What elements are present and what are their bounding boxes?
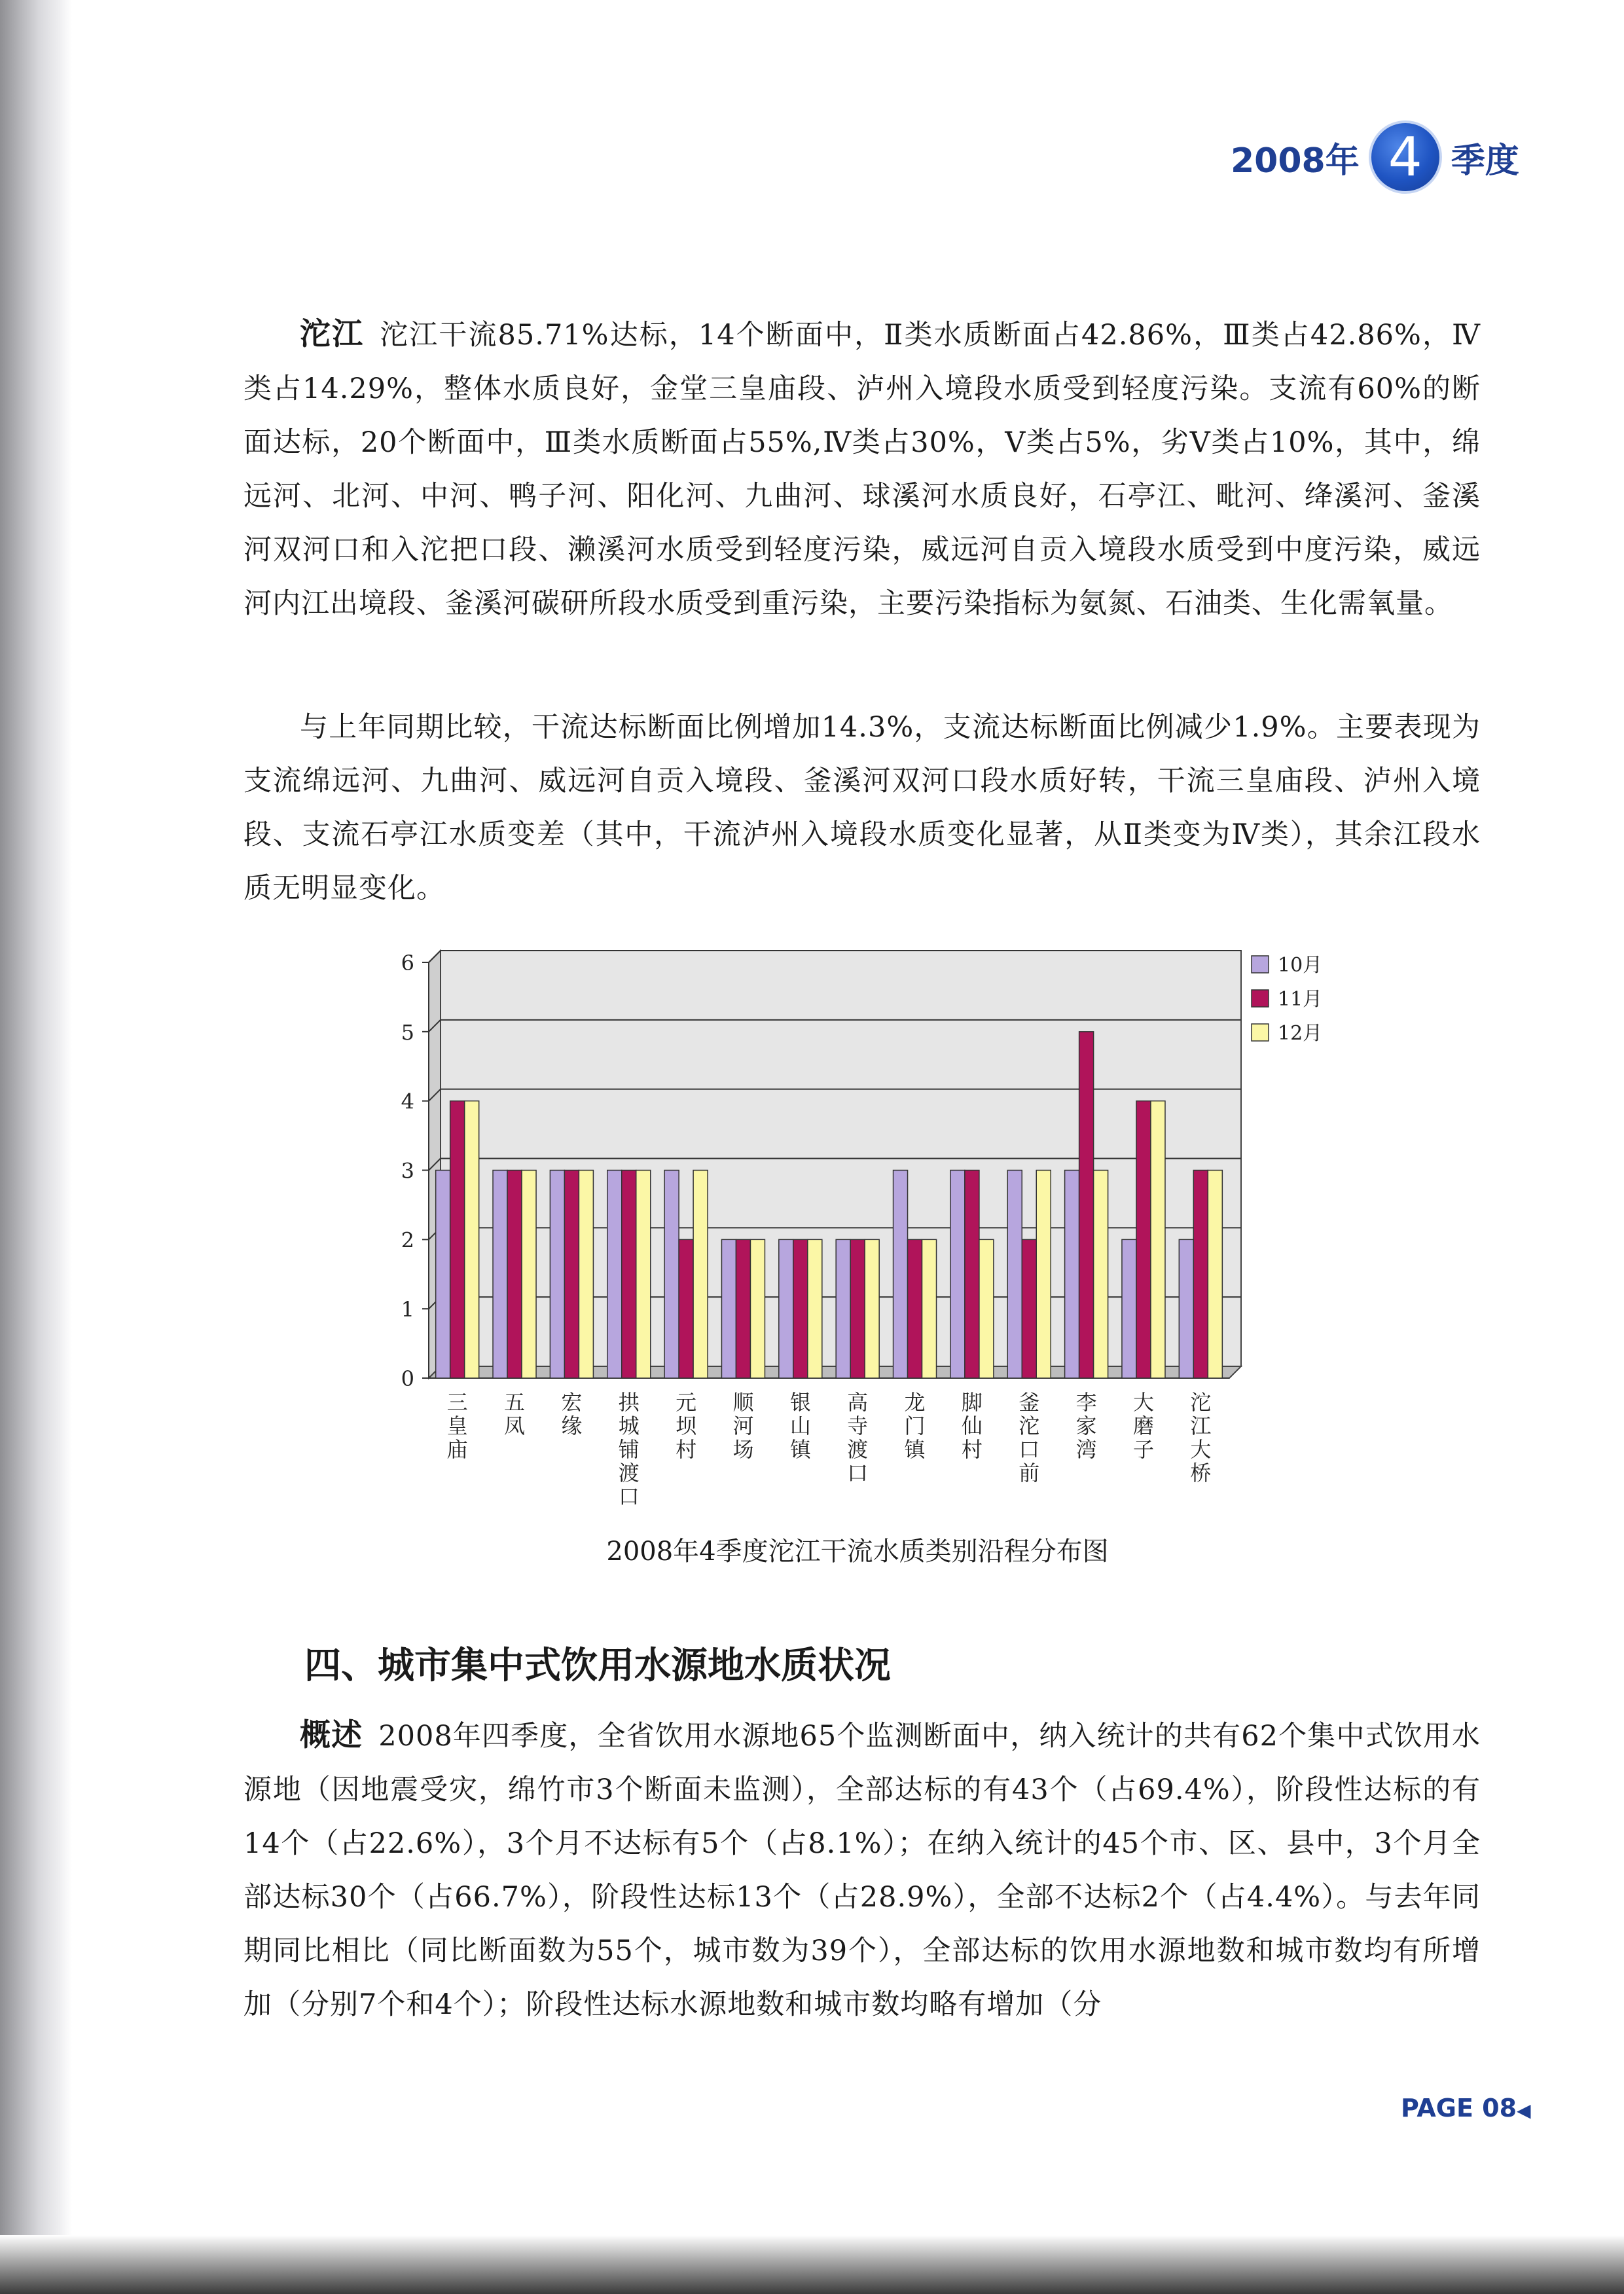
bar-12月-大磨子	[1151, 1101, 1165, 1378]
bar-12月-拱城铺渡口	[636, 1171, 651, 1379]
y-tick-label: 6	[401, 951, 414, 975]
x-tick-label: 五凤	[504, 1390, 526, 1438]
bar-10月-脚仙村	[950, 1171, 965, 1379]
bar-12月-顺河场	[750, 1239, 765, 1378]
y-tick-label: 5	[401, 1019, 414, 1045]
x-tick-label: 釜沱口前	[1019, 1390, 1040, 1485]
bar-11月-五凤	[507, 1171, 522, 1379]
bar-11月-大磨子	[1136, 1101, 1151, 1378]
x-tick-label: 李家湾	[1075, 1390, 1097, 1462]
bar-11月-元坝村	[679, 1239, 693, 1378]
y-tick-label: 1	[401, 1297, 414, 1322]
x-tick-label: 拱城铺渡口	[618, 1390, 640, 1509]
bar-11月-釜沱口前	[1022, 1239, 1036, 1378]
bar-11月-拱城铺渡口	[622, 1171, 636, 1379]
x-tick-label: 元坝村	[676, 1390, 697, 1462]
bar-11月-顺河场	[736, 1239, 750, 1378]
tuojiang-lead: 沱江	[300, 316, 365, 352]
bar-11月-三皇庙	[450, 1101, 465, 1378]
bar-10月-宏缘	[550, 1171, 564, 1379]
legend-swatch-11月	[1252, 990, 1269, 1007]
y-tick-label: 0	[401, 1366, 414, 1391]
bar-10月-龙门镇	[893, 1171, 908, 1379]
chart-caption: 2008年4季度沱江干流水质类别沿程分布图	[606, 1537, 1109, 1567]
bar-12月-沱江大桥	[1208, 1171, 1222, 1379]
page-number	[1401, 2094, 1531, 2122]
bar-12月-釜沱口前	[1036, 1171, 1051, 1379]
x-tick-label: 龙门镇	[904, 1390, 926, 1462]
header-year: 2008年	[1231, 141, 1360, 181]
bar-10月-沱江大桥	[1179, 1239, 1193, 1378]
x-tick-label: 顺河场	[732, 1390, 754, 1462]
bar-11月-高寺渡口	[850, 1239, 865, 1378]
bar-12月-脚仙村	[979, 1239, 994, 1378]
header-season: 季度	[1451, 141, 1519, 181]
overview-text: 2008年四季度，全省饮用水源地65个监测断面中，纳入统计的共有62个集中式饮用水源地（因地震受灾，绵竹市3个断面未监测），全部达标的有43个（占69.4%），阶段性达标的有14个（占22.6%），3个月不达标有5个（占8.1%）；在纳入统计的45个市、区、县中，3个月全部达标30个（占66.7%），阶段性达标13个（占28.9%），全部不达标2个（占4.4%）。与去年同期同比相比（同比断面数为55个，城市数为39个），全部达标的饮用水源地数和城市数均有所增加（分别7个和4个）；阶段性达标水源地数和城市数均略有增加（分	[244, 1720, 1481, 2021]
bar-10月-李家湾	[1065, 1171, 1079, 1379]
bar-11月-龙门镇	[908, 1239, 922, 1378]
bar-12月-龙门镇	[922, 1239, 937, 1378]
x-tick-label: 沱江大桥	[1190, 1390, 1212, 1485]
overview-lead: 概述	[300, 1717, 363, 1753]
x-tick-label: 宏缘	[561, 1390, 583, 1438]
bar-11月-李家湾	[1079, 1032, 1094, 1378]
bar-10月-五凤	[493, 1171, 507, 1379]
bar-12月-李家湾	[1094, 1171, 1108, 1379]
x-tick-label: 大磨子	[1132, 1390, 1154, 1462]
x-tick-label: 高寺渡口	[847, 1390, 869, 1485]
quarter-badge: 4	[1369, 120, 1442, 194]
page-number-text: PAGE 08	[1401, 2094, 1517, 2122]
bar-12月-三皇庙	[465, 1101, 479, 1378]
legend-swatch-10月	[1252, 956, 1269, 973]
bar-11月-沱江大桥	[1193, 1171, 1208, 1379]
x-tick-label: 脚仙村	[961, 1390, 983, 1462]
page-arrow-icon: ◀	[1517, 2100, 1531, 2121]
bar-12月-宏缘	[579, 1171, 593, 1379]
bar-10月-元坝村	[664, 1171, 679, 1379]
bar-12月-五凤	[522, 1171, 536, 1379]
comparison-paragraph: 与上年同期比较，干流达标断面比例增加14.3%，支流达标断面比例减少1.9%。主要表现为支流绵远河、九曲河、威远河自贡入境段、釜溪河双河口段水质好转，干流三皇庙段、泸州入境段、支流石亭江水质变差（其中，干流泸州入境段水质变化显著，从Ⅱ类变为Ⅳ类），其余江段水质无明显变化。	[244, 711, 1481, 905]
bar-12月-高寺渡口	[865, 1239, 879, 1378]
bar-10月-拱城铺渡口	[607, 1171, 622, 1379]
legend-label: 12月	[1278, 1022, 1323, 1045]
bar-10月-顺河场	[721, 1239, 736, 1378]
y-tick-label: 3	[401, 1158, 414, 1184]
bar-10月-高寺渡口	[836, 1239, 850, 1378]
scan-bottom-shadow	[0, 2235, 1624, 2294]
legend-label: 11月	[1278, 988, 1323, 1011]
y-tick-label: 4	[401, 1089, 414, 1114]
bar-11月-宏缘	[564, 1171, 579, 1379]
x-tick-label: 银山镇	[789, 1390, 811, 1462]
x-tick-label: 三皇庙	[446, 1390, 468, 1462]
bar-11月-脚仙村	[965, 1171, 979, 1379]
bar-12月-银山镇	[808, 1239, 822, 1378]
bar-10月-银山镇	[779, 1239, 793, 1378]
bar-11月-银山镇	[793, 1239, 808, 1378]
bar-10月-大磨子	[1122, 1239, 1136, 1378]
tuojiang-text: 沱江干流85.71%达标，14个断面中，Ⅱ类水质断面占42.86%，Ⅲ类占42.86%，Ⅳ类占14.29%，整体水质良好，金堂三皇庙段、泸州入境段水质受到轻度污染。支流有60%的断面达标，20个断面中，Ⅲ类水质断面占55%,Ⅳ类占30%，Ⅴ类占5%，劣Ⅴ类占10%，其中，绵远河、北河、中河、鸭子河、阳化河、九曲河、球溪河水质良好，石亭江、毗河、绛溪河、釜溪河双河口和入沱把口段、濑溪河水质受到轻度污染，威远河自贡入境段水质受到中度污染，威远河内江出境段、釜溪河碳研所段水质受到重污染，主要污染指标为氨氮、石油类、生化需氧量。	[244, 319, 1481, 620]
section-heading: 四、城市集中式饮用水源地水质状况	[304, 1644, 891, 1687]
legend-label: 10月	[1278, 954, 1323, 977]
bar-10月-釜沱口前	[1007, 1171, 1022, 1379]
overview-paragraph	[244, 1709, 1481, 2031]
bar-12月-元坝村	[693, 1171, 708, 1379]
bar-10月-三皇庙	[436, 1171, 450, 1379]
y-tick-label: 2	[401, 1228, 414, 1253]
legend-swatch-12月	[1252, 1024, 1269, 1041]
